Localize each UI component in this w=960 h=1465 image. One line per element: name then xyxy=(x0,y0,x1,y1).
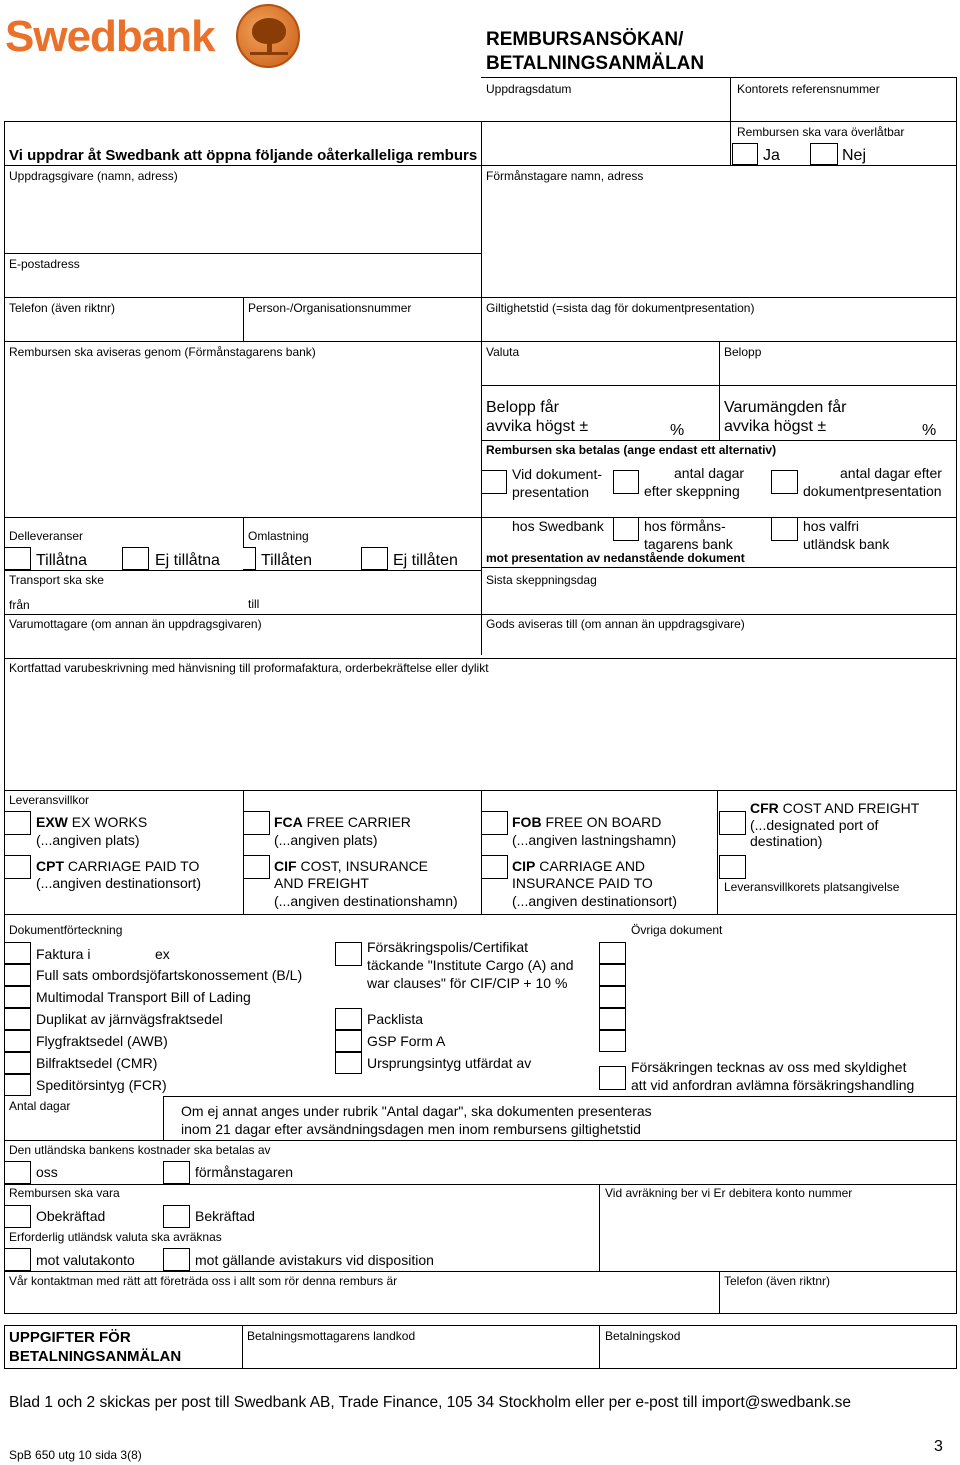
full-sats-label: Full sats ombordsjöfartskonossement (B/L) xyxy=(36,967,303,983)
sista-skeppningsdag-label: Sista skeppningsdag xyxy=(486,573,597,587)
cip-checkbox[interactable] xyxy=(481,855,508,879)
multimodal-checkbox[interactable] xyxy=(4,986,31,1008)
obekraftad-checkbox[interactable] xyxy=(4,1205,31,1228)
packlista-checkbox[interactable] xyxy=(335,1008,362,1030)
cip-sub2: (...angiven destinationsort) xyxy=(512,893,677,909)
valuta-label: Valuta xyxy=(486,345,520,359)
overlatbar-ja-label: Ja xyxy=(763,147,780,164)
hos-forman-line2: tagarens bank xyxy=(644,536,733,552)
cpt-sub: (...angiven destinationsort) xyxy=(36,875,201,891)
fca-sub: (...angiven plats) xyxy=(274,832,378,848)
ovriga-2-checkbox[interactable] xyxy=(599,964,626,986)
speditorsintyg-checkbox[interactable] xyxy=(4,1074,31,1096)
mot-valutakonto-label: mot valutakonto xyxy=(36,1252,135,1268)
om-ej-annat-line2: inom 21 dagar efter avsändningsdagen men inom rembursens giltighetstid xyxy=(181,1121,641,1137)
platsangivelse-label: Leveransvillkorets platsangivelse xyxy=(724,880,900,894)
faktura-checkbox[interactable] xyxy=(4,942,31,964)
fca-label: FCA FREE CARRIER xyxy=(274,814,411,830)
exw-sub: (...angiven plats) xyxy=(36,832,140,848)
faktura-ex-label: ex xyxy=(155,946,170,962)
leveransvillkor-heading: Leveransvillkor xyxy=(9,793,90,807)
hos-forman-line1: hos förmåns- xyxy=(644,518,726,534)
transport-label: Transport ska ske xyxy=(9,573,104,587)
mot-avistakurs-checkbox[interactable] xyxy=(163,1248,190,1271)
gods-aviseras-label: Gods aviseras till (om annan än uppdragsgivare) xyxy=(486,617,745,631)
cfr-sub2: destination) xyxy=(750,833,823,849)
cif-sub1: AND FREIGHT xyxy=(274,875,369,891)
vid-dokument-line2: presentation xyxy=(512,484,590,500)
omlastning-tillaten-checkbox[interactable] xyxy=(243,547,256,570)
multimodal-label: Multimodal Transport Bill of Lading xyxy=(36,989,251,1005)
faktura-label: Faktura i xyxy=(36,946,91,962)
intro-heading: Vi uppdrar åt Swedbank att öppna följande oåterkalleliga remburs xyxy=(9,147,478,164)
flygfraktsedel-label: Flygfraktsedel (AWB) xyxy=(36,1033,168,1049)
fob-checkbox[interactable] xyxy=(481,811,508,835)
omlastning-ej-tillaten-checkbox[interactable] xyxy=(361,547,388,570)
exw-label: EXW EX WORKS xyxy=(36,814,148,830)
omlastning-tillaten-label: Tillåten xyxy=(261,552,312,569)
antal-dagar-line2: efter skeppning xyxy=(644,483,740,499)
speditorsintyg-label: Speditörsintyg (FCR) xyxy=(36,1077,167,1093)
hos-formanstagarens-bank-checkbox[interactable] xyxy=(613,517,639,541)
fca-checkbox[interactable] xyxy=(243,811,270,835)
hos-valfri-bank-checkbox[interactable] xyxy=(771,517,798,541)
mot-avistakurs-label: mot gällande avistakurs vid disposition xyxy=(195,1252,434,1268)
belopp-avvika-line2: avvika högst ± xyxy=(486,418,589,435)
kostnader-label: Den utländska bankens kostnader ska betalas av xyxy=(9,1143,271,1157)
cpt-label: CPT CARRIAGE PAID TO xyxy=(36,858,200,874)
antal-efter-line1: antal dagar efter xyxy=(840,465,942,481)
antal-efter-line2: dokumentpresentation xyxy=(803,483,942,499)
fob-sub: (...angiven lastningshamn) xyxy=(512,832,677,848)
kortfattad-varubeskrivning-label: Kortfattad varubeskrivning med hänvisning till proformafaktura, orderbekräftelse eller dylikt xyxy=(9,661,489,675)
overlatbar-nej-label: Nej xyxy=(842,147,867,164)
overlatbar-label: Rembursen ska vara överlåtbar xyxy=(737,125,905,139)
vid-dokument-checkbox[interactable] xyxy=(481,470,507,494)
platsangivelse-checkbox[interactable] xyxy=(719,855,746,879)
erforderlig-valuta-label: Erforderlig utländsk valuta ska avräknas xyxy=(9,1230,222,1244)
duplikat-checkbox[interactable] xyxy=(4,1008,31,1030)
uppdragsdatum-label: Uppdragsdatum xyxy=(486,82,572,96)
kostnader-formanstagaren-label: förmånstagaren xyxy=(195,1164,294,1180)
forsakringspolis-line3: war clauses" för CIF/CIP + 10 % xyxy=(367,975,568,991)
fran-label: från xyxy=(9,598,30,612)
swedbank-logo-text: Swedbank xyxy=(5,12,215,61)
landkod-label: Betalningsmottagarens landkod xyxy=(247,1329,416,1343)
antal-dagar-line1: antal dagar xyxy=(674,465,745,481)
bilfraktsedel-label: Bilfraktsedel (CMR) xyxy=(36,1055,158,1071)
uppgifter-line2: BETALNINGSANMÄLAN xyxy=(9,1348,182,1365)
overlatbar-ja-checkbox[interactable] xyxy=(732,143,758,165)
vid-dokument-line1: Vid dokument- xyxy=(512,466,603,482)
cif-sub2: (...angiven destinationshamn) xyxy=(274,893,458,909)
varumangd-avvika-line1: Varumängden får xyxy=(724,399,847,416)
swedbank-oak-seal-icon xyxy=(236,4,300,68)
ovriga-1-checkbox[interactable] xyxy=(599,942,626,964)
ovriga-dokument-label: Övriga dokument xyxy=(631,923,723,937)
footer-form-id: SpB 650 utg 10 sida 3(8) xyxy=(9,1448,142,1462)
kontorets-referens-label: Kontorets referensnummer xyxy=(737,82,880,96)
uppdragsgivare-label: Uppdragsgivare (namn, adress) xyxy=(9,169,178,183)
rembursen-vara-label: Rembursen ska vara xyxy=(9,1186,120,1200)
dokument-heading: Dokumentförteckning xyxy=(9,923,123,937)
forsakring-tecknas-line2: att vid anfordran avlämna försäkringshandling xyxy=(631,1077,915,1093)
forsakring-tecknas-checkbox[interactable] xyxy=(599,1066,626,1090)
kontakt-telefon-label: Telefon (även riktnr) xyxy=(724,1274,831,1288)
kostnader-oss-checkbox[interactable] xyxy=(4,1161,31,1184)
full-sats-checkbox[interactable] xyxy=(4,964,31,986)
form-title-line2: BETALNINGSANMÄLAN xyxy=(486,53,705,74)
belopp-avvika-line1: Belopp får xyxy=(486,399,559,416)
varumangd-avvika-line2: avvika högst ± xyxy=(724,418,827,435)
telefon-label: Telefon (även riktnr) xyxy=(9,301,116,315)
cip-label: CIP CARRIAGE AND xyxy=(512,858,646,874)
delleveranser-tillatna-checkbox[interactable] xyxy=(4,547,31,570)
delleveranser-label: Delleveranser xyxy=(9,529,84,543)
delleveranser-tillatna-label: Tillåtna xyxy=(36,552,87,569)
bilfraktsedel-checkbox[interactable] xyxy=(4,1052,31,1074)
varumangd-percent-sign: % xyxy=(922,422,937,439)
ursprungsintyg-checkbox[interactable] xyxy=(335,1052,362,1074)
mot-valutakonto-checkbox[interactable] xyxy=(4,1248,31,1271)
fob-label: FOB FREE ON BOARD xyxy=(512,814,662,830)
antal-dagar-label: Antal dagar xyxy=(9,1099,71,1113)
kostnader-oss-label: oss xyxy=(36,1164,58,1180)
kontaktman-label: Vår kontaktman med rätt att företräda oss i allt som rör denna remburs är xyxy=(9,1274,398,1288)
hos-swedbank-label: hos Swedbank xyxy=(512,518,604,534)
obekraftad-label: Obekräftad xyxy=(36,1208,106,1224)
overlatbar-nej-checkbox[interactable] xyxy=(810,143,838,165)
omlastning-ej-tillaten-label: Ej tillåten xyxy=(393,552,458,569)
delleveranser-ej-tillatna-checkbox[interactable] xyxy=(122,547,149,570)
formanstagare-label: Förmånstagare namn, adress xyxy=(486,169,644,183)
forsakringspolis-line1: Försäkringspolis/Certifikat xyxy=(367,939,529,955)
efter-skeppning-checkbox[interactable] xyxy=(613,470,639,494)
cif-label: CIF COST, INSURANCE xyxy=(274,858,429,874)
aviseras-label: Rembursen ska aviseras genom (Förmånstagarens bank) xyxy=(9,345,316,359)
flygfraktsedel-checkbox[interactable] xyxy=(4,1030,31,1052)
forsakringspolis-checkbox[interactable] xyxy=(335,942,362,966)
till-label: till xyxy=(248,597,260,611)
epost-label: E-postadress xyxy=(9,257,80,271)
ovriga-5-checkbox[interactable] xyxy=(599,1030,626,1052)
gsp-form-label: GSP Form A xyxy=(367,1033,446,1049)
mot-presentation-label: mot presentation av nedanstående dokument xyxy=(486,551,745,565)
bekraftad-checkbox[interactable] xyxy=(163,1205,190,1228)
cfr-label: CFR COST AND FREIGHT xyxy=(750,800,920,816)
hos-valfri-line1: hos valfri xyxy=(803,518,860,534)
betalas-heading: Rembursen ska betalas (ange endast ett alternativ) xyxy=(486,443,777,457)
cip-sub1: INSURANCE PAID TO xyxy=(512,875,653,891)
omlastning-label: Omlastning xyxy=(248,529,309,543)
ovriga-4-checkbox[interactable] xyxy=(599,1008,626,1030)
gsp-form-checkbox[interactable] xyxy=(335,1030,362,1052)
footer-page-number: 3 xyxy=(934,1438,943,1455)
betalningskod-label: Betalningskod xyxy=(605,1329,681,1343)
ursprungsintyg-label: Ursprungsintyg utfärdat av xyxy=(367,1055,532,1071)
forsakring-tecknas-line1: Försäkringen tecknas av oss med skyldighet xyxy=(631,1059,907,1075)
footer-instructions: Blad 1 och 2 skickas per post till Swedbank AB, Trade Finance, 105 34 Stockholm eller per e-post till import@swedbank.se xyxy=(9,1394,851,1411)
form-title-line1: REMBURSANSÖKAN/ xyxy=(486,29,684,50)
packlista-label: Packlista xyxy=(367,1011,424,1027)
bekraftad-label: Bekräftad xyxy=(195,1208,255,1224)
cfr-checkbox[interactable] xyxy=(719,811,746,835)
ovriga-3-checkbox[interactable] xyxy=(599,986,626,1008)
vid-avrakning-label: Vid avräkning ber vi Er debitera konto nummer xyxy=(605,1186,853,1200)
exw-checkbox[interactable] xyxy=(4,811,31,835)
cpt-checkbox[interactable] xyxy=(4,855,31,879)
cif-checkbox[interactable] xyxy=(243,855,270,879)
delleveranser-ej-tillatna-label: Ej tillåtna xyxy=(155,552,220,569)
duplikat-label: Duplikat av järnvägsfraktsedel xyxy=(36,1011,223,1027)
forsakringspolis-line2: täckande "Institute Cargo (A) and xyxy=(367,957,574,973)
belopp-percent-sign: % xyxy=(670,422,685,439)
hos-valfri-line2: utländsk bank xyxy=(803,536,890,552)
belopp-label: Belopp xyxy=(724,345,762,359)
uppgifter-line1: UPPGIFTER FÖR xyxy=(9,1329,131,1346)
giltighetstid-label: Giltighetstid (=sista dag för dokumentpresentation) xyxy=(486,301,755,315)
person-org-label: Person-/Organisationsnummer xyxy=(248,301,412,315)
cfr-sub1: (...designated port of xyxy=(750,817,879,833)
varumottagare-label: Varumottagare (om annan än uppdragsgivaren) xyxy=(9,617,262,631)
om-ej-annat-line1: Om ej annat anges under rubrik "Antal dagar", ska dokumenten presenteras xyxy=(181,1103,652,1119)
kostnader-formanstagaren-checkbox[interactable] xyxy=(163,1161,190,1184)
efter-dokumentpresentation-checkbox[interactable] xyxy=(771,470,798,494)
